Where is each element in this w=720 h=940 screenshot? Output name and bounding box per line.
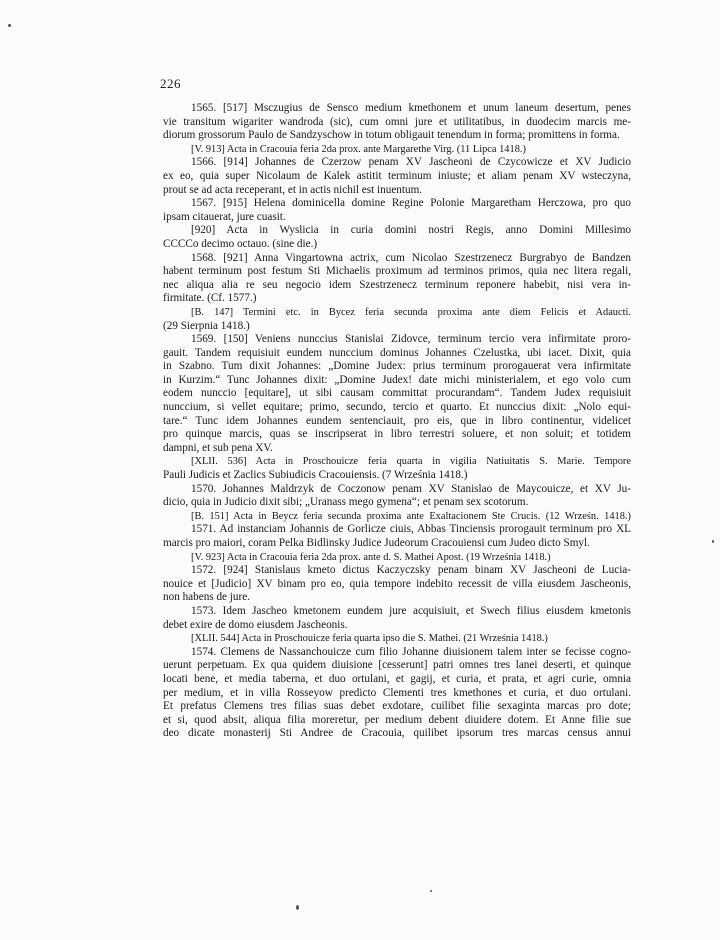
text-line: [V. 913] Acta in Cracouia feria 2da prox. ante Margarethe Virg. (11 Lipca 1418.) <box>191 143 526 155</box>
text-line: et si, quod absit, aliqua filia moreretur, per medium debent diuidere dotem. Et Anne filie sue <box>163 713 631 726</box>
text-line: 1569. [150] Veniens nunccius Stanislai Zidovce, terminum tercio vera infirmitate proro- <box>191 333 631 346</box>
text-line: [B. 147] Termini etc. in Bycez feria secunda proxima ante diem Felicis et Adaucti. <box>191 306 631 318</box>
text-line: 1573. Idem Jascheo kmetonem eundem jure acquisiuit, et Swech filius eiusdem kmetonis <box>191 604 631 617</box>
text-line: non habens de jure. <box>163 591 250 604</box>
text-line: [920] Acta in Wyslicia in curia domini nostri Regis, anno Domini Millesimo <box>191 224 631 237</box>
text-line: 1567. [915] Helena dominicella domine Regine Polonie Margaretham Herczowa, pro quo <box>191 197 631 210</box>
text-line: (29 Sierpnia 1418.) <box>163 319 250 332</box>
text-line: eodem nunccio [equitare], ut sibi causam committat procurandam“. Tandem Judex requisiuit <box>163 387 631 400</box>
text-line: locati bene, et media taberna, et duo ortulani, et gagij, et curia, et prata, et agri curie, omnia <box>163 672 631 685</box>
text-line: vie transitum wigariter wandroda (sic), cum omni jure et utilitatibus, in duodecim marcis me- <box>163 115 631 128</box>
text-line: [XLII. 536] Acta in Proschouicze feria quarta in vigilia Natiuitatis S. Marie. Tempore <box>191 456 631 468</box>
text-line: ex eo, quia super Nicolaum de Kalek astitit terminum iniuste; et aliam penam XV wsteczyna, <box>163 169 631 182</box>
text-line: CCCCo decimo octauo. (sine die.) <box>163 237 318 250</box>
text-line: Et prefatus Clemens tres filias suas debet exdotare, cuilibet filie sexaginta marcas pro dote; <box>163 700 631 713</box>
text-line: habent terminum post festum Sti Michaelis proximum ad terminos primos, quia nec litera regali, <box>163 265 631 278</box>
text-line: [B. 151] Acta in Beycz feria secunda proxima ante Exaltacionem Ste Crucis. (12 Wrześn. 1418.) <box>191 510 631 522</box>
text-line: marcis pro maiori, coram Pelka Bidlinsky Judice Judeorum Cracouiensi cum Judeo dicto Smyl. <box>163 537 590 549</box>
scan-speck <box>430 890 432 892</box>
text-line: 1572. [924] Stanislaus kmeto dictus Kaczyczsky penam binam XV Jascheoni de Lucia- <box>191 564 631 577</box>
text-line: deo dicate monasterij Sti Andree de Cracouia, quilibet ipsorum tres marcas census annui <box>163 727 631 740</box>
text-line: 1574. Clemens de Nassanchouicze cum filio Johanne diuisionem talem inter se fecisse cogno- <box>191 645 631 658</box>
text-line: [V. 923] Acta in Cracouia feria 2da prox. ante d. S. Mathei Apost. (19 Września 1418.) <box>191 551 551 563</box>
text-line: dicio, quia in Judicio dixit sibi; „Uranass mego gymena“; et penam sex scotorum. <box>163 496 529 509</box>
text-line: nouice et [Judicio] XV binam pro eo, quia tempore indebito recessit de villa eiusdem Jascheonis, <box>163 577 631 590</box>
text-line: in Szabno. Tum dixit Johannes: „Domine Judex: prius terminum prorogauerat vera infirmitate <box>163 360 631 373</box>
text-line: diorum grossorum Paulo de Sandzyschow in totum obligauit tenendum in forma; promittens in forma. <box>163 129 620 142</box>
text-line: ipsam citauerat, jure cuasit. <box>163 210 286 223</box>
text-line: debet exire de domo eiusdem Jascheonis. <box>163 618 348 631</box>
text-line: prout se ad acta receperant, et in actis nichil est inuentum. <box>163 183 423 196</box>
text-line: [XLII. 544] Acta in Proschouicze feria quarta ipso die S. Mathei. (21 Września 1418.) <box>191 633 548 645</box>
text-line: nunccium, si vellet equitare; primo, secundo, tercio et quarto. Et nunccius dixit: „Nolo equi- <box>163 401 631 414</box>
text-line: tare.“ Tunc idem Johannes eundem sentenciauit, pro eis, que in libro continentur, videlicet <box>163 414 631 427</box>
text-line: pro quinque marcis, quas se inscripserat in libro terrestri soluere, et non soluit; et totidem <box>163 428 631 441</box>
text-line: 1571. Ad instanciam Johannis de Gorlicze ciuis, Abbas Tinciensis prorogauit terminum pro XL <box>191 523 631 536</box>
text-line: in Kurzim.“ Tunc Johannes dixit: „Domine Judex! date michi ministerialem, et ego volo cum <box>163 373 631 386</box>
text-line: uerunt perpetuam. Ex qua quidem diuisione [cesserunt] patri omnes tres lanei deserti, et quinque <box>163 659 631 672</box>
scan-speck <box>712 540 714 543</box>
document-text <box>163 102 631 741</box>
text-line: 1568. [921] Anna Vingartowna actrix, cum Nicolao Szestrzenecz Burgrabyo de Bandzen <box>191 251 631 264</box>
text-line: 1570. Johannes Maldrzyk de Coczonow penam XV Stanislao de Maycouicze, et XV Ju- <box>191 482 631 495</box>
text-line: Pauli Judicis et Zaclics Subiudicis Cracouiensis. (7 Września 1418.) <box>163 469 468 482</box>
text-line: nec aliqua alia re seu negocio idem Szestrzenecz terminum reponere habebit, nisi vera in- <box>163 278 631 291</box>
scan-speck <box>296 905 299 910</box>
page-number: 226 <box>160 76 181 91</box>
text-line: 1566. [914] Johannes de Czerzow penam XV Jascheoni de Czycowicze et XV Judicio <box>191 156 631 169</box>
text-line: 1565. [517] Msczugius de Sensco medium kmethonem et unum laneum desertum, penes <box>191 102 631 114</box>
text-line: firmitate. (Cf. 1577.) <box>163 292 257 305</box>
text-line: dampni, et sub pena XV. <box>163 441 273 454</box>
text-line: gauit. Tandem requisiuit eundem nunccium dominus Johannes Czelustka, ubi iacet. Dixit, quia <box>163 346 631 359</box>
text-line: per medium, et in villa Rosseyow predicto Clementi tres kmethones et curia, et duo ortulani. <box>163 686 631 699</box>
scan-speck <box>8 24 11 27</box>
